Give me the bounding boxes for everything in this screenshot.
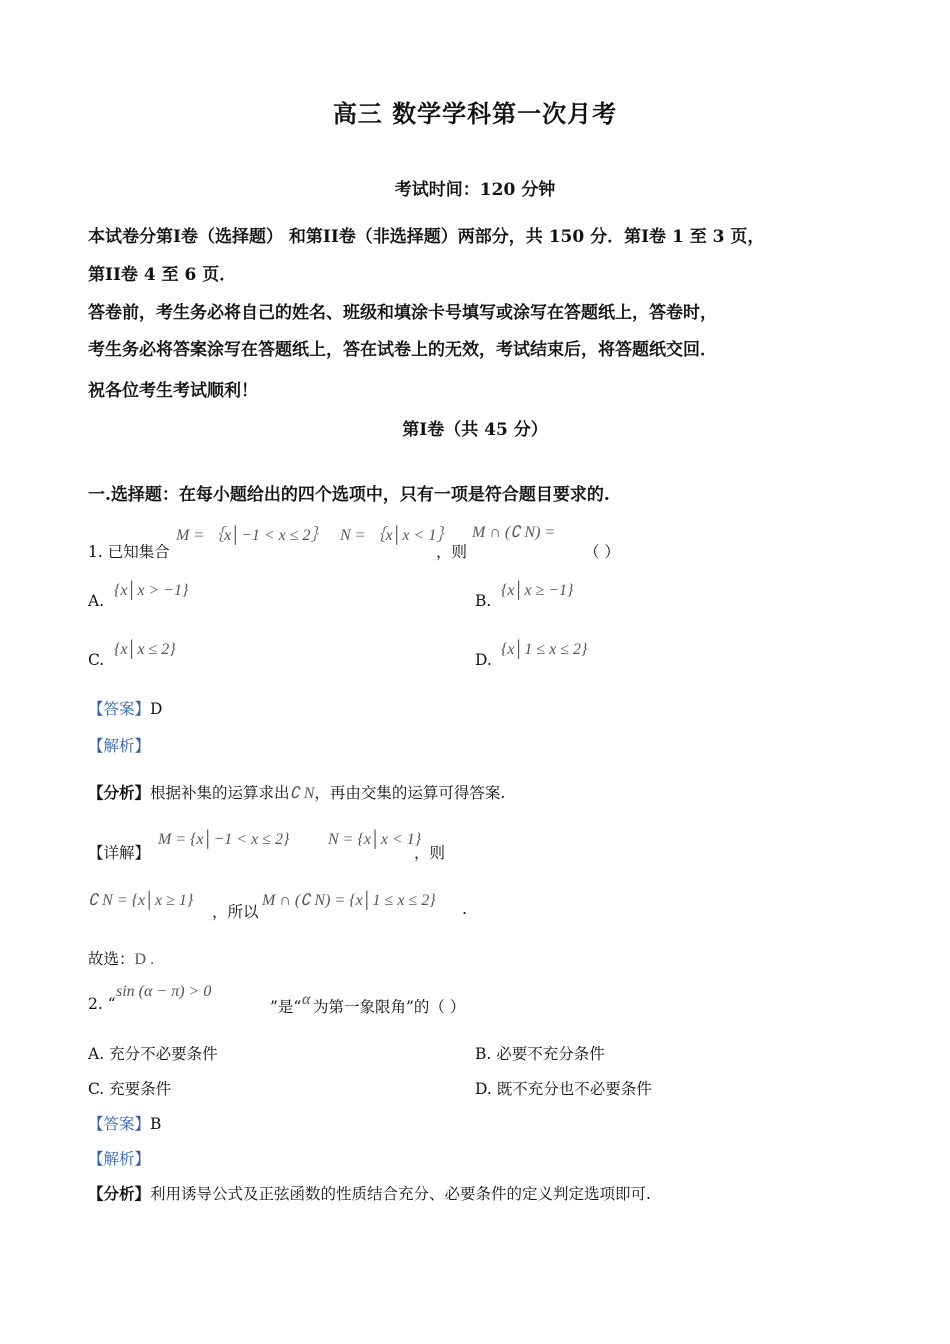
q2-option-b-label: B. <box>475 1045 492 1063</box>
q1-option-b-math: {x│x ≥ −1} <box>501 582 574 599</box>
q1-math-n: N = ｛x│x < 1｝ <box>340 527 453 544</box>
q1-answer-tag: 【答案】 <box>88 700 151 718</box>
q1-math-m: M = ｛x│−1 < x ≤ 2｝ <box>176 527 327 544</box>
q2-option-b <box>475 1042 605 1064</box>
q1-paren: （ ） <box>584 543 620 561</box>
q2-fenxi: 利用诱导公式及正弦函数的性质结合充分、必要条件的定义判定选项即可. <box>150 1185 651 1203</box>
q1-option-b-label: B. <box>475 592 492 610</box>
q1-detail-math-1: M = {x│−1 < x ≤ 2} <box>158 831 290 848</box>
q1-detail-math-4: M ∩ (∁ N) = {x│1 ≤ x ≤ 2} <box>262 892 436 909</box>
q1-analysis-tag: 【解析】 <box>88 737 151 755</box>
q1-option-c-math: {x│x ≤ 2} <box>114 641 176 658</box>
section-heading: 第I卷（共 45 分） <box>402 420 548 440</box>
q2-alpha: α <box>302 991 311 1008</box>
intro-line-1: 本试卷分第I卷（选择题） 和第II卷（非选择题）两部分，共 150 分．第I卷 1 至 3 页， <box>88 227 765 247</box>
q1-fenxi-b: ，再由交集的运算可得答案. <box>314 784 506 802</box>
q1-answer-row <box>88 697 162 719</box>
q1-fenxi-a: 根据补集的运算求出 <box>150 784 290 802</box>
q2-analysis-tag: 【解析】 <box>88 1150 151 1168</box>
q1-detail-math-3: ∁ N = {x│x ≥ 1} <box>88 892 194 909</box>
q1-fenxi-math: ∁ N <box>289 785 315 802</box>
q1-option-a-label: A. <box>88 592 105 610</box>
intro-line-4: 考生务必将答案涂写在答题纸上，答在试卷上的无效，考试结束后，将答题纸交回． <box>88 340 717 360</box>
q2-num: 2. “ <box>88 995 116 1013</box>
q1-math-question: M ∩ (∁ N) = <box>472 524 556 541</box>
q1-answer: D <box>150 700 163 718</box>
q1-stem-prefix: 1. 已知集合 <box>88 543 170 561</box>
q2-answer: B <box>150 1115 162 1133</box>
q1-detail-tag: 【详解】 <box>88 844 151 862</box>
intro-line-5: 祝各位考生考试顺利！ <box>88 381 258 401</box>
q2-option-c-label: C. <box>88 1080 105 1098</box>
page-title: 高三 数学学科第一次月考 <box>332 99 618 128</box>
q1-choose-label: 故选： <box>88 950 135 968</box>
q1-fenxi-row <box>88 781 505 803</box>
q2-answer-tag: 【答案】 <box>88 1115 151 1133</box>
intro-line-2: 第II卷 4 至 6 页． <box>88 265 237 285</box>
q2-option-d-label: D. <box>475 1080 492 1098</box>
q1-choose-row <box>88 947 154 969</box>
intro-line-3: 答卷前，考生务必将自己的姓名、班级和填涂卡号填写或涂写在答题纸上，答卷时， <box>88 303 717 323</box>
q2-fenxi-row <box>88 1182 651 1204</box>
q1-option-d-label: D. <box>475 651 492 669</box>
exam-time: 考试时间：120 分钟 <box>394 180 556 200</box>
q2-math: sin (α − π) > 0 <box>116 983 212 1000</box>
q1-option-d-math: {x│1 ≤ x ≤ 2} <box>501 641 588 658</box>
q2-stem-end: 为第一象限角”的（ ） <box>313 998 466 1016</box>
q1-detail-then: ，则 <box>414 844 446 862</box>
q1-detail-end: . <box>462 900 467 918</box>
q2-fenxi-tag: 【分析】 <box>88 1184 151 1203</box>
q1-option-a-math: {x│x > −1} <box>114 582 189 599</box>
q1-option-c-label: C. <box>88 651 105 669</box>
q2-option-d <box>475 1077 652 1099</box>
q2-option-c <box>88 1077 171 1099</box>
q2-option-c-text: 充要条件 <box>109 1080 172 1098</box>
q1-stem-mid: ，则 <box>436 543 468 561</box>
q1-fenxi-tag: 【分析】 <box>88 783 151 802</box>
q2-stem-mid: ”是“ <box>270 998 302 1016</box>
q2-option-b-text: 必要不充分条件 <box>496 1045 605 1063</box>
q1-choose-value: D . <box>134 951 155 968</box>
q2-option-a-text: 充分不必要条件 <box>109 1045 218 1063</box>
q1-detail-math-2: N = {x│x < 1} <box>328 831 422 848</box>
part-one-heading: 一.选择题：在每小题给出的四个选项中，只有一项是符合题目要求的. <box>88 485 610 505</box>
q2-option-a <box>88 1042 218 1064</box>
q2-option-d-text: 既不充分也不必要条件 <box>496 1080 652 1098</box>
q2-answer-row <box>88 1112 161 1134</box>
q1-detail-so: ，所以 <box>212 903 259 921</box>
q2-option-a-label: A. <box>88 1045 105 1063</box>
